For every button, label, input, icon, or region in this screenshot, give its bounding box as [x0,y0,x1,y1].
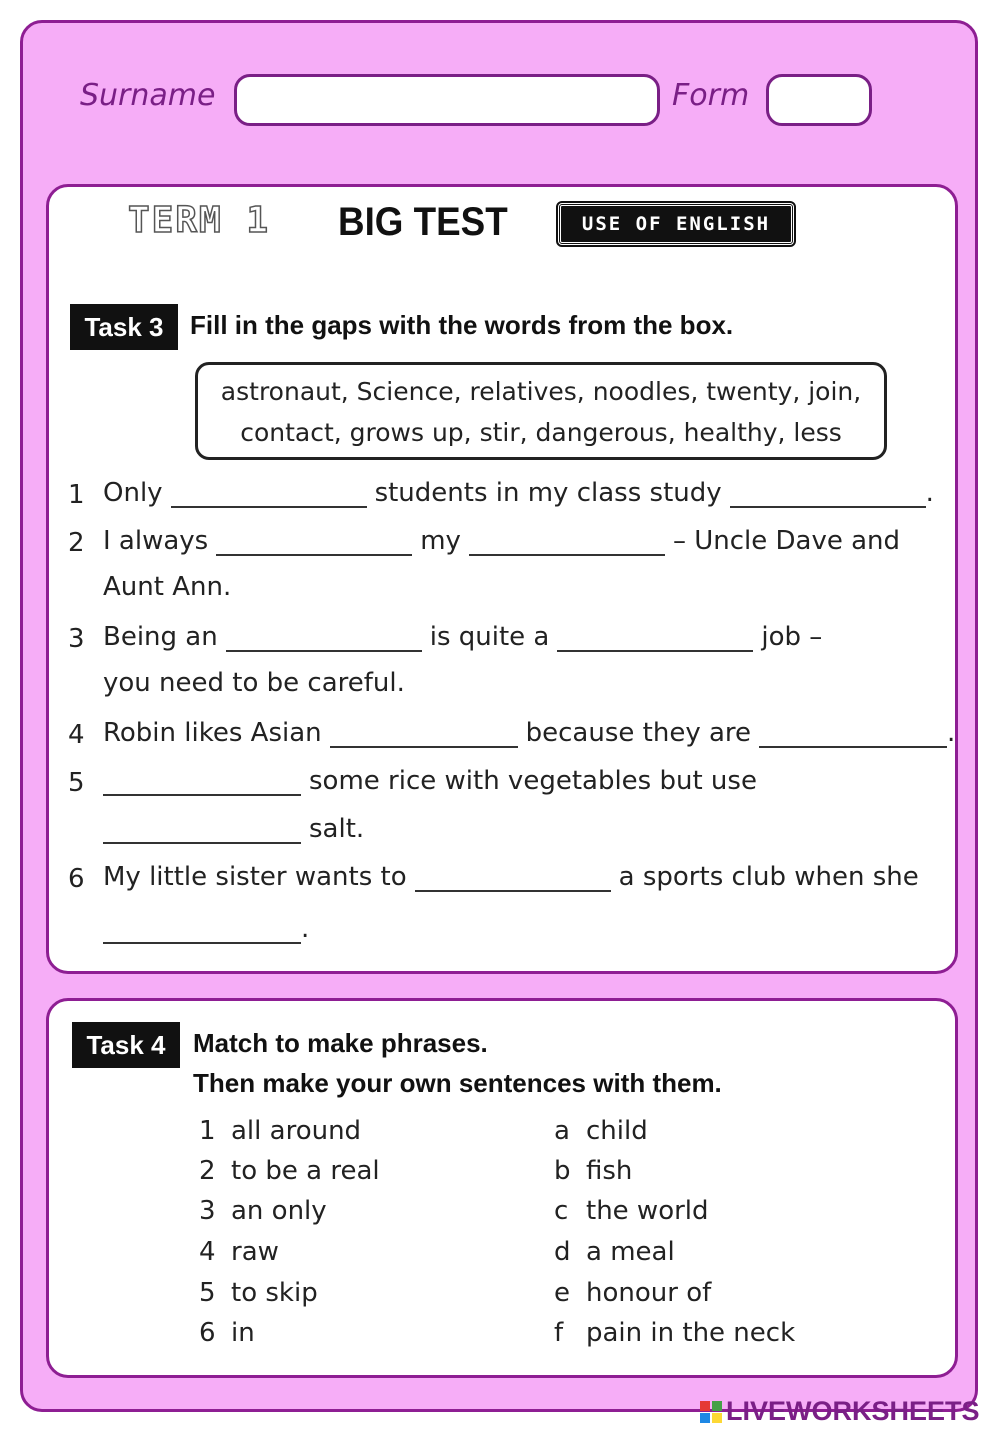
item-text: Being an [103,622,218,652]
match-left-item[interactable] [199,1156,380,1186]
item-number: 1 [68,480,85,510]
item-text: you need to be careful. [103,668,405,698]
gap-input[interactable] [730,476,926,508]
item-4-line [103,716,955,748]
item-text: – Uncle Dave and [672,526,901,556]
form-label: Form [672,78,750,113]
match-right-text: fish [586,1156,633,1186]
match-left-number: 1 [199,1116,216,1146]
surname-input[interactable] [234,74,660,126]
item-text: some rice with vegetables but use [309,766,757,796]
task4-instruction-2: Then make your own sentences with them. [193,1068,722,1098]
item-text: my [420,526,461,556]
task4-instruction-1: Match to make phrases. [193,1028,488,1058]
item-3-line [103,620,822,652]
task4-tag: Task 4 [72,1022,180,1068]
match-left-text: in [231,1318,255,1348]
match-left-text: to skip [231,1278,318,1308]
liveworksheets-logo[interactable] [700,1396,980,1427]
task4-panel [46,998,958,1378]
match-left-text: raw [231,1237,279,1267]
match-left-number: 3 [199,1196,216,1226]
match-right-letter: e [554,1278,570,1308]
term-label: TERM 1 [128,200,271,241]
surname-label: Surname [80,78,216,113]
match-left-item[interactable] [199,1237,279,1267]
item-2-line [103,524,900,556]
match-left-item[interactable] [199,1278,318,1308]
item-text: students in my class study [374,478,722,508]
match-left-text: all around [231,1116,362,1146]
match-right-item[interactable] [554,1156,632,1186]
item-text: is quite a [429,622,550,652]
match-right-letter: b [554,1156,571,1186]
gap-input[interactable] [171,476,367,508]
task3-instruction: Fill in the gaps with the words from the box. [190,310,734,340]
item-number: 3 [68,624,85,654]
item-text: Robin likes Asian [103,718,322,748]
gap-input[interactable] [216,524,412,556]
match-right-item[interactable] [554,1278,711,1308]
item-text: . [301,914,310,944]
item-text: . [947,718,956,748]
match-left-item[interactable] [199,1196,327,1226]
match-right-item[interactable] [554,1196,709,1226]
item-1-line [103,476,934,508]
gap-input[interactable] [759,716,947,748]
match-left-text: an only [231,1196,327,1226]
gap-input[interactable] [226,620,422,652]
match-right-text: the world [586,1196,709,1226]
item-text: Only [103,478,163,508]
item-number: 2 [68,528,85,558]
match-right-letter: c [554,1196,569,1226]
item-text: My little sister wants to [103,862,407,892]
logo-icon [700,1401,722,1423]
item-5-continuation [103,812,364,844]
match-right-item[interactable] [554,1237,675,1267]
item-number: 6 [68,864,85,894]
form-input[interactable] [766,74,872,126]
gap-input[interactable] [469,524,665,556]
match-right-text: honour of [586,1278,712,1308]
logo-text: LIVEWORKSHEETS [726,1396,980,1426]
item-6-line [103,860,919,892]
item-number: 4 [68,720,85,750]
gap-input[interactable] [103,912,301,944]
word-box-line-1: astronaut, Science, relatives, noodles, twenty, join, [220,377,862,406]
match-right-text: a meal [586,1237,675,1267]
match-right-text: child [586,1116,648,1146]
match-left-number: 6 [199,1318,216,1348]
gap-input[interactable] [330,716,518,748]
task3-tag: Task 3 [70,304,178,350]
item-2-continuation [103,572,231,602]
item-text: salt. [309,814,365,844]
item-3-continuation [103,668,405,698]
word-box [195,362,887,460]
match-right-text: pain in the neck [586,1318,796,1348]
match-left-text: to be a real [231,1156,380,1186]
item-number: 5 [68,768,85,798]
match-right-item[interactable] [554,1116,648,1146]
item-text: job – [761,622,823,652]
match-left-item[interactable] [199,1116,361,1146]
gap-input[interactable] [103,812,301,844]
match-left-number: 5 [199,1278,216,1308]
item-text: I always [103,526,209,556]
match-right-letter: f [554,1318,564,1348]
match-left-number: 2 [199,1156,216,1186]
test-title: BIG TEST [338,200,508,244]
item-text: a sports club when she [618,862,919,892]
gap-input[interactable] [103,764,301,796]
match-right-letter: d [554,1237,571,1267]
match-right-letter: a [554,1116,570,1146]
item-text: . [925,478,934,508]
match-right-item[interactable] [554,1318,795,1348]
match-left-item[interactable] [199,1318,255,1348]
item-6-continuation [103,912,309,944]
match-left-number: 4 [199,1237,216,1267]
word-box-line-2: contact, grows up, stir, dangerous, healthy, less [240,418,842,447]
gap-input[interactable] [557,620,753,652]
gap-input[interactable] [415,860,611,892]
section-badge: USE OF ENGLISH [558,203,794,245]
item-text: because they are [525,718,752,748]
item-text: Aunt Ann. [103,572,232,602]
item-5-line [103,764,757,796]
